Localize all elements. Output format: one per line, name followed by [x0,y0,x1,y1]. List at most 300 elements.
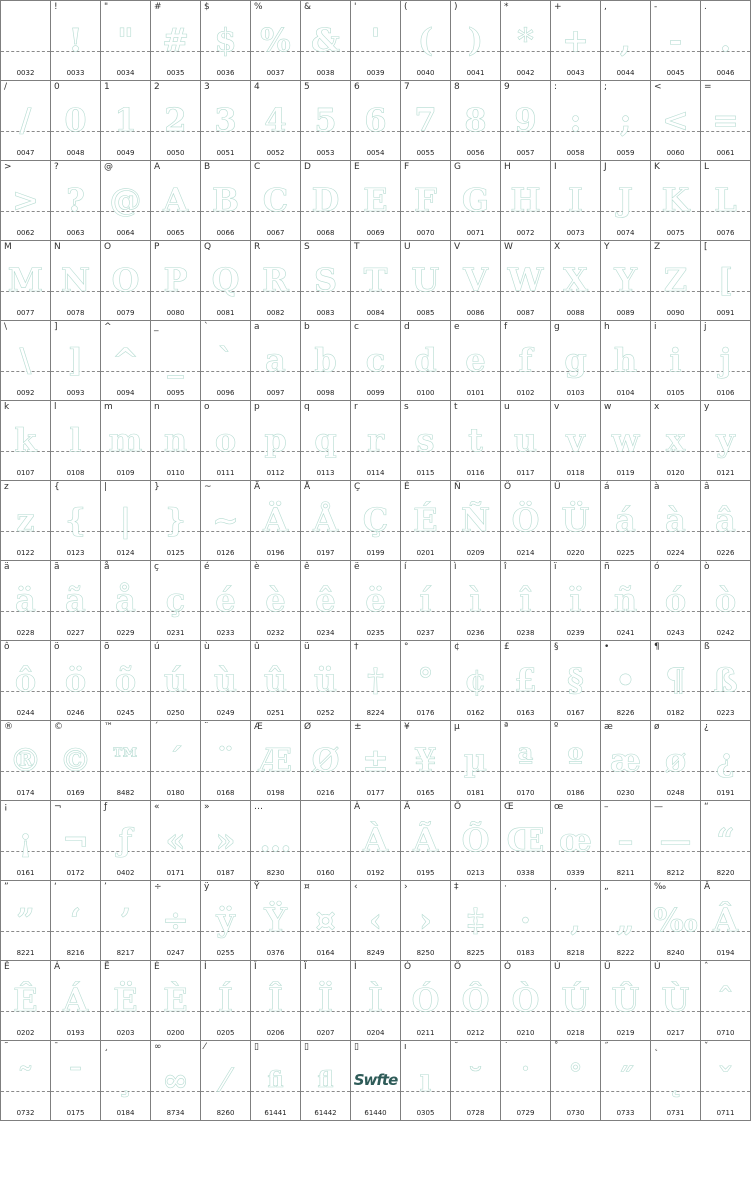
glyph-cell [101,1041,151,1121]
glyph-label: µ [454,722,460,732]
glyph-label: m [104,402,113,412]
glyph-label: 6 [354,82,360,92]
glyph-preview: ’ [119,901,132,939]
glyph-cell [651,721,701,801]
glyph-code: 0056 [466,149,485,157]
glyph-cell [701,1041,751,1121]
glyph-cell [651,241,701,321]
glyph-label: P [154,242,160,252]
glyph-preview: O [111,261,140,299]
glyph-code: 0112 [266,469,285,477]
glyph-cell [101,801,151,881]
glyph-cell [601,801,651,881]
glyph-cell [401,401,451,481]
glyph-code: 0118 [566,469,585,477]
glyph-label: ù [204,642,210,652]
glyph-cell [501,961,551,1041]
glyph-label: ê [304,562,310,572]
glyph-cell [551,81,601,161]
glyph-label: R [254,242,261,252]
glyph-label: ” [4,882,9,892]
glyph-label: Z [654,242,661,252]
glyph-code: 0214 [516,549,535,557]
glyph-label: Ç [354,482,361,492]
glyph-cell [351,1041,401,1121]
glyph-cell [651,561,701,641]
glyph-preview: Ø [311,741,340,779]
glyph-cell [1,1,51,81]
glyph-label: Å [304,482,311,492]
glyph-label: Ü [554,482,561,492]
glyph-code: 0160 [316,869,335,877]
glyph-cell [301,401,351,481]
glyph-label: + [554,2,562,12]
glyph-label: ´ [154,722,159,732]
glyph-label: — [654,802,663,812]
glyph-label: ú [154,642,160,652]
glyph-label: » [204,802,210,812]
glyph-code: 0051 [216,149,235,157]
glyph-code: 0088 [566,309,585,317]
glyph-label: ‘ [54,882,57,892]
glyph-code: 0165 [416,789,435,797]
glyph-preview: ö [64,661,87,699]
glyph-preview: ^ [112,341,139,379]
glyph-code: 0235 [366,629,385,637]
glyph-code: 0111 [216,469,235,477]
glyph-cell [451,401,501,481]
glyph-label: r [354,402,358,412]
glyph-preview: Ã [413,821,438,859]
glyph-label: * [504,2,509,12]
glyph-label: Á [54,962,61,972]
glyph-label: 7 [404,82,410,92]
glyph-code: 0216 [316,789,335,797]
glyph-preview: N [60,261,91,299]
glyph-cell [551,801,601,881]
glyph-preview: s [416,421,435,459]
glyph-preview: ` [217,341,234,379]
glyph-code: 0097 [266,389,285,397]
glyph-cell [501,721,551,801]
glyph-preview: " [117,21,134,59]
glyph-cell [351,801,401,881]
glyph-preview: c [365,341,386,379]
glyph-preview: Ä [263,501,288,539]
glyph-label: x [654,402,660,412]
glyph-label: ° [404,642,409,652]
glyph-code: 0052 [266,149,285,157]
glyph-label: F [404,162,410,172]
glyph-code: 0075 [666,229,685,237]
glyph-cell [51,81,101,161]
glyph-label: ¸ [104,1042,109,1052]
glyph-label: z [4,482,9,492]
glyph-code: 0238 [516,629,535,637]
glyph-code: 0186 [566,789,585,797]
glyph-cell [701,641,751,721]
glyph-preview: ¥ [414,741,437,779]
glyph-label: } [154,482,160,492]
glyph-code: 0206 [266,1029,285,1037]
glyph-preview: î [519,581,532,619]
glyph-code: 0068 [316,229,335,237]
glyph-label: • [604,642,610,652]
glyph-code: 0220 [566,549,585,557]
glyph-cell [501,241,551,321]
glyph-cell [201,561,251,641]
glyph-code: 0241 [616,629,635,637]
glyph-label: Ô [454,962,462,972]
glyph-label: ı [404,1042,407,1052]
glyph-preview: ª [517,741,534,779]
glyph-cell [451,321,501,401]
glyph-preview: ô [14,661,37,699]
glyph-label: Ö [504,482,512,492]
glyph-cell [351,721,401,801]
glyph-cell [701,881,751,961]
glyph-label: ( [404,2,408,12]
glyph-cell [501,81,551,161]
glyph-label: ö [54,642,60,652]
glyph-preview: Ë [113,981,138,1019]
glyph-cell [201,881,251,961]
glyph-label: > [4,162,12,172]
glyph-label: { [54,482,60,492]
glyph-code: 0228 [16,629,35,637]
glyph-preview: F [414,181,437,219]
glyph-code: 0192 [366,869,385,877]
glyph-cell [601,401,651,481]
glyph-preview: Õ [461,821,490,859]
glyph-cell [501,401,551,481]
glyph-cell [401,721,451,801]
glyph-cell [551,961,601,1041]
glyph-cell [601,161,651,241]
glyph-cell [401,161,451,241]
glyph-label: U [404,242,411,252]
glyph-code: 8224 [366,709,385,717]
glyph-preview: 1 [114,101,137,139]
glyph-preview: [ [717,261,734,299]
glyph-preview: é [215,581,236,619]
glyph-code: 0034 [116,69,135,77]
glyph-code: 0174 [16,789,35,797]
glyph-preview [301,815,350,865]
glyph-code: 0096 [216,389,235,397]
glyph-label: ? [54,162,59,172]
glyph-code: 0249 [216,709,235,717]
glyph-label: . [704,2,707,12]
glyph-label: \ [4,322,8,332]
glyph-code: 0089 [616,309,635,317]
glyph-cell [1,881,51,961]
glyph-label: ¨ [204,722,209,732]
glyph-label: % [254,2,263,12]
glyph-code: 0169 [66,789,85,797]
glyph-label: Ë [104,962,110,972]
glyph-code: 0236 [466,629,485,637]
glyph-code: 0168 [216,789,235,797]
glyph-preview: Î [268,981,283,1019]
glyph-label: g [554,322,560,332]
glyph-label: é [204,562,210,572]
glyph-label: V [454,242,461,252]
glyph-code: 0101 [466,389,485,397]
glyph-code: 0066 [216,229,235,237]
glyph-label: † [354,642,359,652]
glyph-preview: % [260,21,291,59]
glyph-label: œ [554,802,564,812]
glyph-preview: v [566,421,585,459]
glyph-code: 0172 [66,869,85,877]
glyph-preview: e [465,341,486,379]
glyph-cell [601,1041,651,1121]
glyph-preview: . [719,21,732,59]
glyph-label: Ø [304,722,312,732]
glyph-label: á [604,482,610,492]
glyph-preview: r [367,421,384,459]
glyph-code: 0231 [166,629,185,637]
glyph-cell [601,81,651,161]
glyph-preview: o [214,421,237,459]
glyph-cell [51,801,101,881]
glyph-label: T [354,242,360,252]
glyph-label: ß [704,642,710,652]
glyph-cell [1,961,51,1041]
glyph-label: Û [604,962,611,972]
glyph-preview: 7 [414,101,437,139]
glyph-code: 0072 [516,229,535,237]
glyph-code: 0092 [16,389,35,397]
glyph-preview: w [611,421,640,459]
glyph-cell [501,641,551,721]
glyph-label: Ã [404,802,411,812]
glyph-preview: l [69,421,82,459]
glyph-code: 0086 [466,309,485,317]
glyph-label: ˇ [704,1042,709,1052]
glyph-label: " [104,2,109,12]
glyph-cell [251,81,301,161]
glyph-code: 0244 [16,709,35,717]
glyph-code: 0121 [716,469,735,477]
glyph-cell [401,1,451,81]
glyph-code: 0033 [66,69,85,77]
glyph-cell [351,1,401,81]
glyph-label: [ [704,242,708,252]
glyph-label: Â [704,882,711,892]
glyph-code: 0108 [66,469,85,477]
glyph-preview: « [165,821,186,859]
glyph-cell [551,721,601,801]
glyph-cell [1,1041,51,1121]
glyph-code: 0048 [66,149,85,157]
glyph-label: 0 [54,82,60,92]
glyph-preview: æ [609,741,642,779]
glyph-cell [651,1041,701,1121]
glyph-cell [451,81,501,161]
glyph-code: 0103 [566,389,585,397]
glyph-label: J [604,162,607,172]
glyph-code: 0184 [116,1109,135,1117]
glyph-cell [251,481,301,561]
glyph-preview: ) [467,21,484,59]
glyph-cell [401,481,451,561]
glyph-preview: ® [9,741,42,779]
glyph-label: d [404,322,410,332]
glyph-preview: ø [664,741,687,779]
glyph-label: ƒ [104,802,108,812]
glyph-cell [551,561,601,641]
glyph-preview: ” [16,901,35,939]
glyph-code: 0049 [116,149,135,157]
glyph-preview: ÷ [162,901,189,939]
glyph-preview: ‡ [467,901,484,939]
glyph-preview: ë [365,581,386,619]
glyph-label: _ [154,322,159,332]
glyph-label: ▯ [254,1042,259,1052]
glyph-label: ˚ [554,1042,559,1052]
glyph-preview: Ñ [460,501,491,539]
glyph-code: 0071 [466,229,485,237]
glyph-label: ˙ [504,1042,509,1052]
glyph-preview: y [716,421,735,459]
glyph-code: 0122 [16,549,35,557]
glyph-cell [301,1,351,81]
glyph-code: 0077 [16,309,35,317]
glyph-preview: ê [315,581,336,619]
glyph-code: 0162 [466,709,485,717]
glyph-preview: Á [63,981,88,1019]
glyph-cell [351,401,401,481]
glyph-label: Ò [504,962,512,972]
glyph-label: ⁄ [204,1042,206,1052]
glyph-preview: ] [67,341,84,379]
glyph-label: w [604,402,612,412]
glyph-cell [401,321,451,401]
glyph-label: « [154,802,160,812]
glyph-preview: Æ [258,741,293,779]
glyph-cell [351,481,401,561]
glyph-preview: À [363,821,388,859]
glyph-code: 0039 [366,69,385,77]
glyph-cell [1,801,51,881]
glyph-label: o [204,402,210,412]
glyph-label: / [4,82,8,92]
glyph-preview: _ [167,341,184,379]
glyph-preview: ú [163,661,188,699]
glyph-preview: ‹ [369,901,382,939]
glyph-cell [251,161,301,241]
glyph-label: ø [654,722,660,732]
glyph-cell [101,881,151,961]
glyph-cell [651,481,701,561]
glyph-label: “ [704,802,709,812]
glyph-label: k [4,402,10,412]
glyph-code: 0115 [416,469,435,477]
glyph-preview: D [311,181,340,219]
glyph-code: 8226 [616,709,635,717]
glyph-label: ! [54,2,58,12]
glyph-code: 0047 [16,149,35,157]
glyph-code: 0202 [16,1029,35,1037]
glyph-cell [1,241,51,321]
glyph-cell [251,641,301,721]
glyph-preview: ¶ [665,661,686,699]
glyph-code: 0032 [16,69,35,77]
glyph-code: 0252 [316,709,335,717]
glyph-code: 0732 [16,1109,35,1117]
glyph-cell [301,881,351,961]
glyph-preview: ¢ [464,661,487,699]
glyph-code: 8220 [716,869,735,877]
glyph-cell [151,1041,201,1121]
glyph-preview: å [115,581,136,619]
glyph-cell [501,321,551,401]
glyph-code: 0161 [16,869,35,877]
glyph-preview: Ÿ [264,901,287,939]
glyph-code: 0213 [466,869,485,877]
glyph-preview: P [163,261,188,299]
glyph-code: 0116 [466,469,485,477]
glyph-label: ò [704,562,710,572]
glyph-code: 8230 [266,869,285,877]
glyph-preview: Ò [511,981,540,1019]
glyph-preview: J [617,181,634,219]
glyph-label: ó [654,562,660,572]
glyph-cell [451,161,501,241]
glyph-code: 0053 [316,149,335,157]
glyph-preview: Ï [318,981,333,1019]
glyph-preview: † [367,661,384,699]
glyph-label: - [654,2,658,12]
glyph-label: Õ [454,802,462,812]
glyph-preview: ~ [212,501,239,539]
glyph-code: 0209 [466,549,485,557]
glyph-preview: ‘ [69,901,82,939]
glyph-cell [451,481,501,561]
glyph-preview: U [411,261,440,299]
glyph-cell [701,1,751,81]
glyph-code: 0102 [516,389,535,397]
glyph-cell [51,881,101,961]
glyph-preview: ˙ [517,1061,534,1099]
glyph-label: | [104,482,108,492]
glyph-code: 0191 [716,789,735,797]
glyph-code: 0226 [716,549,735,557]
glyph-cell [351,161,401,241]
glyph-preview: , [619,21,632,59]
glyph-cell [351,241,401,321]
glyph-preview: Œ [506,821,545,859]
glyph-cell [401,561,451,641]
glyph-preview: ç [165,581,186,619]
glyph-code: 8482 [116,789,135,797]
glyph-code: 0200 [166,1029,185,1037]
glyph-preview: Ì [368,981,383,1019]
glyph-code: 61442 [314,1109,337,1117]
glyph-cell [301,1041,351,1121]
glyph-label: S [304,242,310,252]
glyph-label: h [604,322,610,332]
glyph-preview: G [461,181,490,219]
glyph-code: 0058 [566,149,585,157]
glyph-code: 61440 [364,1109,387,1117]
glyph-label: æ [604,722,613,732]
glyph-preview: ¡ [18,821,33,859]
glyph-cell [1,401,51,481]
glyph-code: 0339 [566,869,585,877]
